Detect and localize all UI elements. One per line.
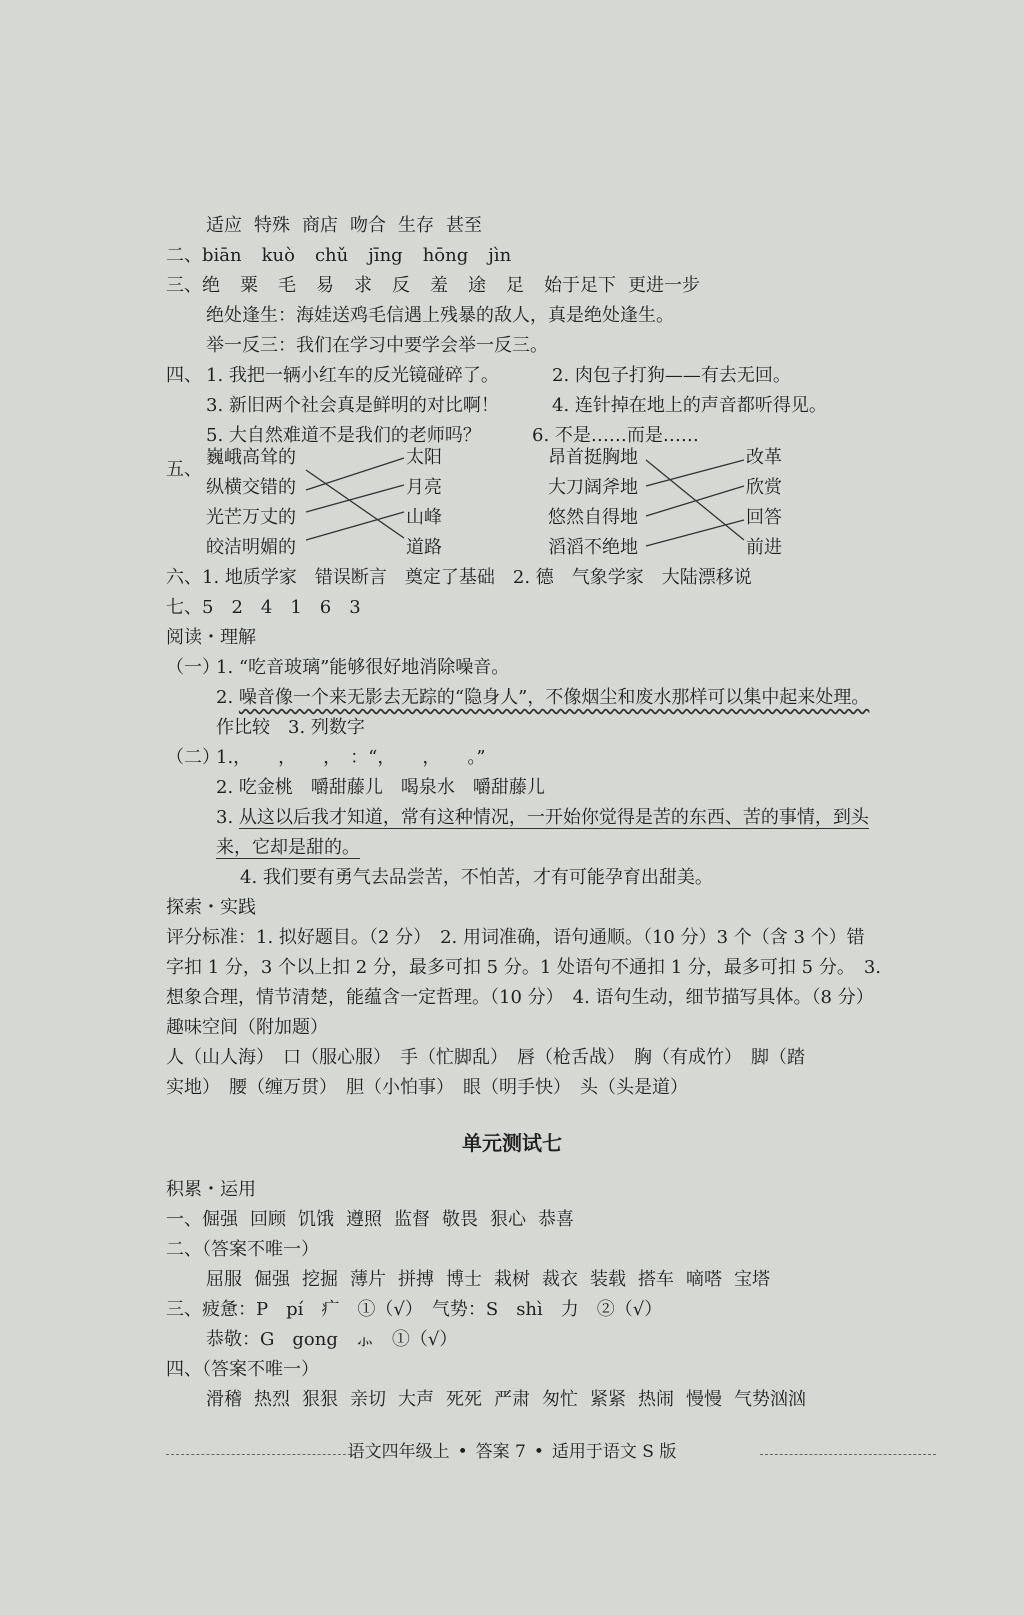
word-item: 匆忙	[542, 1389, 578, 1410]
word-item: 监督	[394, 1209, 430, 1230]
match-line	[306, 470, 404, 538]
sentence-4: 4. 连针掉在地上的声音都听得见。	[552, 395, 827, 416]
sentence-3: 3. 新旧两个社会真是鲜明的对比啊！	[206, 395, 499, 416]
word-item: 拼搏	[398, 1269, 434, 1290]
word-item: 甚至	[446, 215, 482, 236]
fun-heading: 趣味空间（附加题）	[166, 1017, 328, 1038]
word-item: 博士	[446, 1269, 482, 1290]
unit-answer-3-cont: 恭敬：G gong ⺗ ①（√）	[206, 1329, 458, 1350]
word-item: 装载	[590, 1269, 626, 1290]
rubric-line-1: 评分标准：1. 拟好题目。（2 分） 2. 用词准确，语句通顺。（10 分）3 个（含 3 个）错	[166, 927, 865, 948]
char-item: 求	[354, 275, 372, 296]
matching-label: 五、	[166, 459, 202, 480]
sentence-1: 1. 我把一辆小红车的反光镜碰碎了。	[206, 365, 499, 386]
word-item: 商店	[302, 215, 338, 236]
word-item: 狠心	[490, 1209, 526, 1230]
match-line	[646, 520, 744, 546]
word-item: 裁衣	[542, 1269, 578, 1290]
sentence-5: 5. 大自然难道不是我们的老师吗？	[206, 425, 481, 446]
match-line	[646, 460, 744, 486]
match-left2-2: 大刀阔斧地	[548, 477, 638, 498]
rubric-line-2: 字扣 1 分，3 个以上扣 2 分，最多可扣 5 分。1 处语句不通扣 1 分，最多可扣 5 分。 3.	[166, 957, 881, 978]
pinyin-item: chǔ	[314, 245, 349, 266]
word-item: 热烈	[254, 1389, 290, 1410]
unit-answer-4-words	[206, 1388, 818, 1412]
word-item: 气势汹汹	[734, 1389, 806, 1410]
match-line	[646, 460, 744, 540]
match-line	[646, 486, 744, 516]
char-item: 易	[316, 275, 334, 296]
word-item: 亲切	[350, 1389, 386, 1410]
char-item: 粟	[240, 275, 258, 296]
sentence-2: 2. 肉包子打狗——有去无回。	[552, 365, 791, 386]
sentence-6: 6. 不是……而是……	[532, 425, 699, 446]
reading-heading: 阅读・理解	[166, 627, 256, 648]
pinyin-item: jìn	[488, 245, 512, 266]
match-left-1: 巍峨高耸的	[206, 447, 296, 468]
word-item: 紧紧	[590, 1389, 626, 1410]
pinyin-item: biān	[202, 245, 242, 266]
passage-2-answer-4: 4. 我们要有勇气去品尝苦，不怕苦，才有可能孕育出甜美。	[240, 867, 713, 888]
word-item: 遵照	[346, 1209, 382, 1230]
pinyin-item: hōng	[422, 245, 469, 266]
char-item: 反	[392, 275, 410, 296]
sentence-label: 四、	[166, 365, 202, 386]
match-left2-3: 悠然自得地	[548, 507, 638, 528]
passage-1-label: （一）	[166, 657, 220, 678]
unit-answer-2-words	[206, 1268, 782, 1292]
word-list-line	[206, 214, 494, 238]
char-item: 绝	[202, 275, 220, 296]
word-item: 吻合	[350, 215, 386, 236]
rubric-line-3: 想象合理，情节清楚，能蕴含一定哲理。（10 分） 4. 语句生动，细节描写具体。（8 分）	[166, 987, 874, 1008]
word-item: 适应	[206, 215, 242, 236]
page-footer: 语文四年级上 • 答案 7 • 适用于语文 S 版	[347, 1442, 677, 1462]
match-right-4: 前进	[746, 537, 782, 558]
word-item: 恭喜	[538, 1209, 574, 1230]
word-item: 搭车	[638, 1269, 674, 1290]
passage-1-answer-2: 2. 噪音像一个来无影去无踪的“隐身人”，不像烟尘和废水那样可以集中起来处理。	[216, 687, 870, 708]
word-item: 嘀嗒	[686, 1269, 722, 1290]
idiom-sentence-1: 绝处逢生：海娃送鸡毛信遇上残暴的敌人，真是绝处逢生。	[206, 305, 674, 326]
passage-2-answer-2: 2. 吃金桃 嚼甜藤儿 喝泉水 嚼甜藤儿	[216, 777, 545, 798]
unit-answer-1: 一、倔强 回顾 饥饿 遵照 监督 敬畏 狠心 恭喜	[166, 1209, 574, 1230]
word-item: 大声	[398, 1389, 434, 1410]
match-mid-2: 月亮	[406, 477, 442, 498]
match-line	[306, 512, 404, 540]
idiom-item: 始于足下	[544, 275, 616, 296]
word-item: 薄片	[350, 1269, 386, 1290]
word-item: 栽树	[494, 1269, 530, 1290]
word-item: 倔强	[202, 1209, 238, 1230]
match-left2-4: 滔滔不绝地	[548, 537, 638, 558]
word-item: 倔强	[254, 1269, 290, 1290]
word-item: 生存	[398, 215, 434, 236]
pinyin-item: kuò	[261, 245, 295, 266]
fun-line-1: 人（山人海） 口（服心服） 手（忙脚乱） 唇（枪舌战） 胸（有成竹） 脚（踏	[166, 1047, 805, 1068]
passage-2-answer-3-cont: 来，它却是甜的。	[216, 837, 360, 858]
answer-seven: 七、5 2 4 1 6 3	[166, 597, 361, 618]
match-left-4: 皎洁明媚的	[206, 537, 296, 558]
unit-answer-4-label: 四、（答案不唯一）	[166, 1359, 319, 1380]
char-item: 足	[506, 275, 524, 296]
answer-six: 六、1. 地质学家 错误断言 奠定了基础 2. 德 气象学家 大陆漂移说	[166, 567, 752, 588]
match-right-2: 欣赏	[746, 477, 782, 498]
pinyin-line: 二、biān kuò chǔ jīng hōng jìn	[166, 245, 512, 266]
word-item: 热闹	[638, 1389, 674, 1410]
idiom-item: 更进一步	[628, 275, 700, 296]
fun-line-2: 实地） 腰（缠万贯） 胆（小怕事） 眼（明手快） 头（头是道）	[166, 1077, 688, 1098]
word-item: 慢慢	[686, 1389, 722, 1410]
unit-subheading: 积累・运用	[166, 1179, 256, 1200]
match-left-2: 纵横交错的	[206, 477, 296, 498]
word-item: 宝塔	[734, 1269, 770, 1290]
word-item: 死死	[446, 1389, 482, 1410]
word-item: 敬畏	[442, 1209, 478, 1230]
passage-2-answer-3: 3. 从这以后我才知道，常有这种情况，一开始你觉得是苦的东西、苦的事情，到头	[216, 807, 869, 828]
unit-title: 单元测试七	[462, 1131, 562, 1155]
pinyin-item: jīng	[368, 245, 403, 266]
word-item: 回顾	[250, 1209, 286, 1230]
match-right-3: 回答	[746, 507, 782, 528]
passage-1-answer-3: 作比较 3. 列数字	[216, 717, 365, 738]
match-left2-1: 昂首挺胸地	[548, 447, 638, 468]
passage-2-answer-1: 1.， ， ， ：“， ， 。”	[216, 747, 486, 768]
word-item: 挖掘	[302, 1269, 338, 1290]
match-mid-3: 山峰	[406, 507, 442, 528]
word-item: 特殊	[254, 215, 290, 236]
passage-1-answer-1: 1. “吃音玻璃”能够很好地消除噪音。	[216, 657, 510, 678]
char-item: 途	[468, 275, 486, 296]
match-line	[306, 458, 404, 490]
match-mid-4: 道路	[406, 537, 442, 558]
match-mid-1: 太阳	[406, 447, 442, 468]
word-item: 饥饿	[298, 1209, 334, 1230]
match-right-1: 改革	[746, 447, 782, 468]
word-item: 狠狠	[302, 1389, 338, 1410]
fill-char-line: 三、绝 粟 毛 易 求 反 羞 途 足 始于足下 更进一步	[166, 275, 700, 296]
word-item: 屈服	[206, 1269, 242, 1290]
match-line	[306, 485, 404, 512]
unit-answer-3: 三、疲惫：P pí 疒 ①（√） 气势：S shì 力 ②（√）	[166, 1299, 663, 1320]
char-item: 毛	[278, 275, 296, 296]
char-item: 羞	[430, 275, 448, 296]
match-left-3: 光芒万丈的	[206, 507, 296, 528]
explore-heading: 探索・实践	[166, 897, 256, 918]
word-item: 严肃	[494, 1389, 530, 1410]
idiom-sentence-2: 举一反三：我们在学习中要学会举一反三。	[206, 335, 548, 356]
unit-answer-2-label: 二、（答案不唯一）	[166, 1239, 319, 1260]
word-item: 滑稽	[206, 1389, 242, 1410]
passage-2-label: （二）	[166, 747, 220, 768]
